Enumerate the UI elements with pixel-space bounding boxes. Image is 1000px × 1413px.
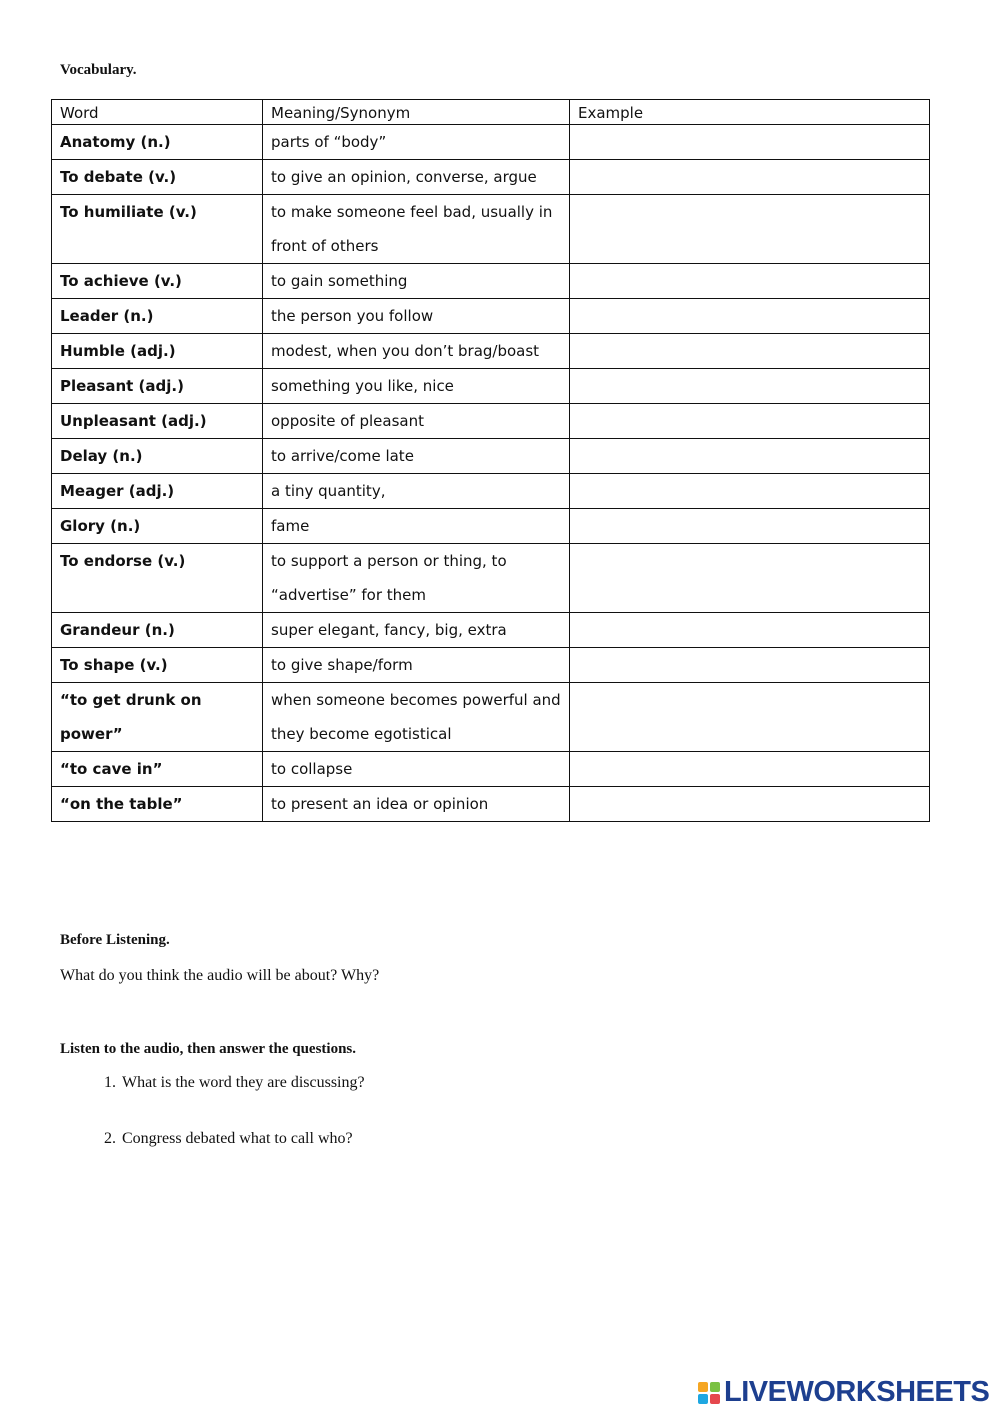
logo-tile: [710, 1394, 720, 1404]
word-cell: “to get drunk on power”: [52, 683, 263, 752]
question-list: [60, 1072, 720, 1184]
column-header-word: Word: [52, 100, 263, 125]
word-cell: “on the table”: [52, 787, 263, 822]
table-row: [52, 125, 930, 160]
meaning-cell: to present an idea or opinion: [263, 787, 570, 822]
example-input[interactable]: [570, 160, 930, 195]
meaning-cell: to support a person or thing, to “advertise” for them: [263, 544, 570, 613]
example-input[interactable]: [570, 404, 930, 439]
meaning-cell: to give an opinion, converse, argue: [263, 160, 570, 195]
meaning-cell: parts of “body”: [263, 125, 570, 160]
word-cell: To debate (v.): [52, 160, 263, 195]
meaning-cell: opposite of pleasant: [263, 404, 570, 439]
column-header-example: Example: [570, 100, 930, 125]
word-cell: “to cave in”: [52, 752, 263, 787]
table-row: [52, 195, 930, 264]
table-row: [52, 613, 930, 648]
logo-icon: [698, 1382, 720, 1404]
example-input[interactable]: [570, 125, 930, 160]
table-header-row: [52, 100, 930, 125]
before-listening-prompt: What do you think the audio will be about? Why?: [60, 967, 380, 984]
word-cell: To endorse (v.): [52, 544, 263, 613]
example-input[interactable]: [570, 474, 930, 509]
example-input[interactable]: [570, 683, 930, 752]
vocabulary-table: [51, 99, 930, 822]
example-input[interactable]: [570, 648, 930, 683]
table-row: [52, 160, 930, 195]
word-cell: Glory (n.): [52, 509, 263, 544]
example-input[interactable]: [570, 752, 930, 787]
word-cell: Anatomy (n.): [52, 125, 263, 160]
word-cell: Unpleasant (adj.): [52, 404, 263, 439]
table-row: [52, 509, 930, 544]
meaning-cell: modest, when you don’t brag/boast: [263, 334, 570, 369]
table-row: [52, 648, 930, 683]
table-row: [52, 369, 930, 404]
meaning-cell: the person you follow: [263, 299, 570, 334]
example-input[interactable]: [570, 544, 930, 613]
question-item: 1. What is the word they are discussing?: [120, 1072, 720, 1128]
example-input[interactable]: [570, 509, 930, 544]
word-cell: To achieve (v.): [52, 264, 263, 299]
question-item: 2. Congress debated what to call who?: [120, 1128, 720, 1184]
example-input[interactable]: [570, 439, 930, 474]
table-row: [52, 544, 930, 613]
table-row: [52, 787, 930, 822]
before-listening-heading: Before Listening.: [60, 932, 170, 948]
table-row: [52, 439, 930, 474]
example-input[interactable]: [570, 369, 930, 404]
table-row: [52, 334, 930, 369]
logo-tile: [710, 1382, 720, 1392]
meaning-cell: to make someone feel bad, usually in front of others: [263, 195, 570, 264]
table-row: [52, 683, 930, 752]
word-cell: Meager (adj.): [52, 474, 263, 509]
table-row: [52, 752, 930, 787]
word-cell: Humble (adj.): [52, 334, 263, 369]
logo-tile: [698, 1394, 708, 1404]
logo-text: LIVEWORKSHEETS: [724, 1376, 990, 1408]
vocabulary-heading: Vocabulary.: [60, 62, 137, 78]
meaning-cell: to collapse: [263, 752, 570, 787]
meaning-cell: when someone becomes powerful and they become egotistical: [263, 683, 570, 752]
logo-tile: [698, 1382, 708, 1392]
meaning-cell: fame: [263, 509, 570, 544]
table-row: [52, 474, 930, 509]
example-input[interactable]: [570, 195, 930, 264]
word-cell: To humiliate (v.): [52, 195, 263, 264]
table-row: [52, 264, 930, 299]
example-input[interactable]: [570, 613, 930, 648]
example-input[interactable]: [570, 334, 930, 369]
word-cell: Pleasant (adj.): [52, 369, 263, 404]
word-cell: Leader (n.): [52, 299, 263, 334]
table-row: [52, 299, 930, 334]
meaning-cell: a tiny quantity,: [263, 474, 570, 509]
example-input[interactable]: [570, 299, 930, 334]
word-cell: Delay (n.): [52, 439, 263, 474]
meaning-cell: something you like, nice: [263, 369, 570, 404]
meaning-cell: to arrive/come late: [263, 439, 570, 474]
column-header-meaning: Meaning/Synonym: [263, 100, 570, 125]
word-cell: Grandeur (n.): [52, 613, 263, 648]
example-input[interactable]: [570, 787, 930, 822]
word-cell: To shape (v.): [52, 648, 263, 683]
meaning-cell: to gain something: [263, 264, 570, 299]
meaning-cell: super elegant, fancy, big, extra: [263, 613, 570, 648]
liveworksheets-logo: [698, 1376, 989, 1409]
example-input[interactable]: [570, 264, 930, 299]
listening-heading: Listen to the audio, then answer the questions.: [60, 1041, 357, 1057]
table-row: [52, 404, 930, 439]
meaning-cell: to give shape/form: [263, 648, 570, 683]
